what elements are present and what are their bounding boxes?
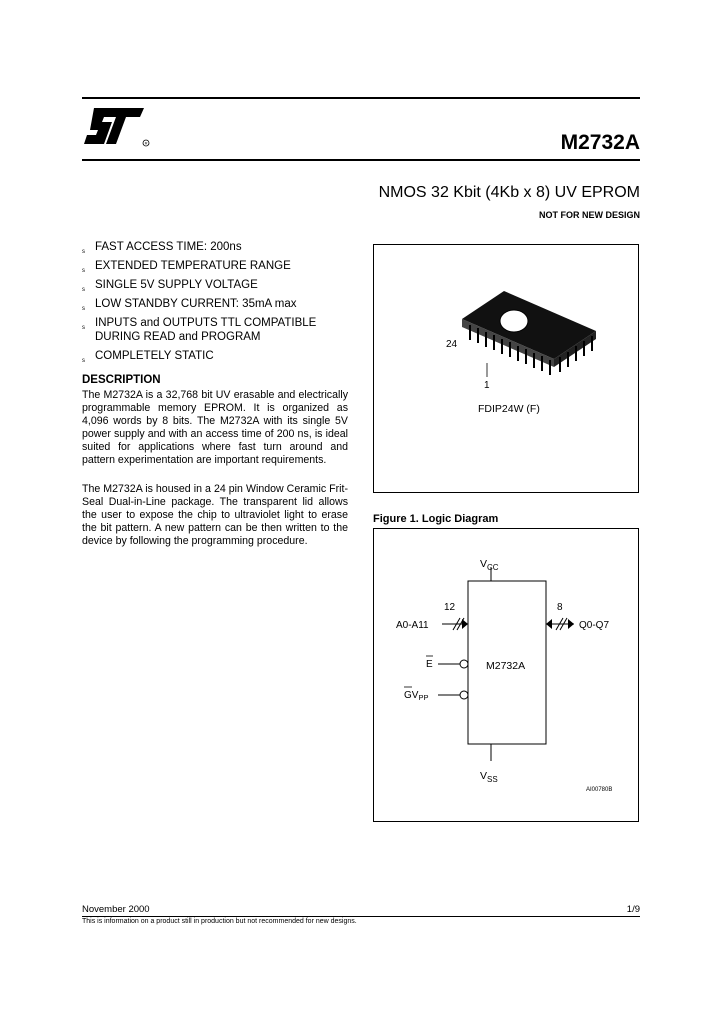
header-rule [82,97,640,99]
enable-label: E [426,659,433,670]
package-illustration [374,245,638,492]
list-item: s LOW STANDBY CURRENT: 35mA max [82,297,352,311]
footer-note: This is information on a product still in production but not recommended for new designs. [82,918,357,925]
vss-label: $V_{SS}$ [480,770,498,784]
bullet-icon: s [82,268,85,274]
bullet-icon: s [82,287,85,293]
feature-list [82,240,352,368]
logic-diagram-box [373,528,639,822]
st-logo-icon [82,104,152,150]
vcc-label: $V_{CC}$ [480,558,499,572]
bullet-icon: s [82,325,85,331]
st-logo [82,104,152,150]
package-box [373,244,639,493]
list-item: s EXTENDED TEMPERATURE RANGE [82,259,352,273]
chip-label: M2732A [486,660,526,672]
list-item: s COMPLETELY STATIC [82,349,352,363]
pin-1-label: 1 [484,380,490,391]
list-item: s FAST ACCESS TIME: 200ns [82,240,352,254]
address-label: A0-A11 [396,620,429,631]
data-count: 8 [557,602,563,613]
status-badge: NOT FOR NEW DESIGN [539,210,640,220]
bullet-icon: s [82,249,85,255]
bullet-icon: s [82,306,85,312]
figure-id: AI00780B [586,787,613,793]
data-label: Q0-Q7 [579,620,610,631]
list-item: s SINGLE 5V SUPPLY VOLTAGE [82,278,352,292]
logic-diagram [374,529,638,821]
description-paragraph-1: The M2732A is a 32,768 bit UV erasable and electrically programmable memory EPROM. It is organized as 4,096 words by 8 bits. The M2732A with its single 5V power supply and with an access time of 200 ns, is ideal suited for applications where fast turn around and pattern experimentation are important requirements. [82,389,348,466]
list-item: s INPUTS and OUTPUTS TTL COMPATIBLE DURING READ and PROGRAM [82,317,317,343]
pin-24-label: 24 [446,339,458,350]
description-title: DESCRIPTION [82,374,161,386]
footer-rule [82,916,640,917]
part-number: M2732A [560,131,640,154]
page-number: 1/9 [626,904,640,915]
address-count: 12 [444,602,456,613]
figure-title: Figure 1. Logic Diagram [373,513,499,525]
footer-date: November 2000 [82,904,150,915]
package-name: FDIP24W (F) [478,403,540,415]
title-rule [82,159,640,161]
bullet-icon: s [82,358,85,364]
svg-text:R: R [144,140,148,146]
gvpp-label: $GV_{PP}$ [404,690,429,702]
description-paragraph-2: The M2732A is housed in a 24 pin Window Ceramic Frit-Seal Dual-in-Line package. The transparent lid allows the user to expose the chip to ultraviolet light to erase the bit pattern. A new pattern can be then written to the device by following the programming procedure. [82,483,348,547]
subtitle: NMOS 32 Kbit (4Kb x 8) UV EPROM [378,184,640,201]
